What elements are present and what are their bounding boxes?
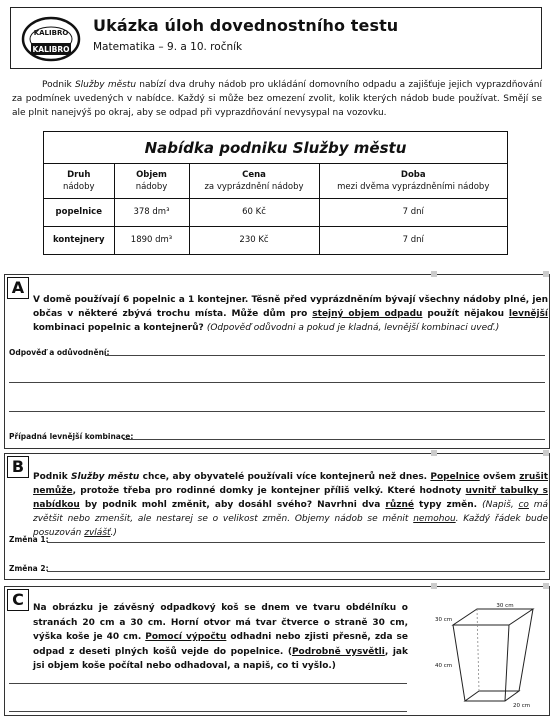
offer-header-row [44,164,507,198]
change2-label: Změna 2: [9,564,49,573]
intro-text-1: Podnik [42,80,75,90]
cell-volume: 1890 dm³ [114,226,189,254]
cell-volume: 378 dm³ [114,198,189,226]
corner-mark [431,450,437,456]
answer-line[interactable] [9,683,407,684]
task-c [4,586,550,716]
header-cell: Druh nádoby [44,164,114,198]
task-a-text: V domě používají 6 popelnic a 1 kontejner. Těsně před vyprázdněním bývají všechny nádoby plné, jen občas v některé zbývá trochu místa. Může dům pro stejný objem odpadu použít nějakou levnější kombinaci popelnic a kontejnerů? (Odpověď odůvodni a pokud je kladná, levnější kombinaci uveď.) [33,295,549,333]
cell-price: 230 Kč [189,226,319,254]
change1-label: Změna 1: [9,535,49,544]
header-cell: Objem nádoby [114,164,189,198]
intro-paragraph [12,78,542,120]
cell-period: 7 dní [319,226,507,254]
page-subtitle: Matematika – 9. a 10. ročník [93,41,243,53]
corner-mark [431,583,437,589]
logo-text-top: KALIBRO [33,29,69,37]
task-b [4,453,550,580]
cell-type: kontejnery [44,226,114,254]
task-letter-a: A [7,277,29,299]
header-cell: Cena za vyprázdnění nádoby [189,164,319,198]
dim-height-label: 40 cm [435,663,453,669]
corner-mark [431,271,437,277]
task-b-text: Podnik Služby městu chce, aby obyvatelé používali více kontejnerů než dnes. Popelnice ovšem zrušit nemůže, protože třeba pro rodinné domky je kontejner příliš velký. Které hodnoty uvnitř tabulky s nabídkou by podnik mohl změnit, aby dosáhl svého? Navrhni dva různé typy změn. (Napiš, co má zvětšit nebo zmenšit, ale nestarej se o velikost změn. Objemy nádob se měnit nemohou. Každý řádek bude posuzován zvlášť.) [33,472,549,538]
header-cell: Doba mezi dvěma vyprázdněními nádoby [319,164,507,198]
combo-label: Případná levnější kombinace: [9,432,134,441]
task-a [4,274,550,449]
page-title: Ukázka úloh dovednostního testu [93,16,399,35]
task-c-text: Na obrázku je závěsný odpadkový koš se dnem ve tvaru obdélníku o stranách 20 cm a 30 cm. Horní otvor má tvar čtverce o straně 30 cm, výška koše je 40 cm. Pomocí výpočtu odhadni nebo zjisti přesně, zda se odpad z deseti plných košů vejde do popelnice. (Podrobně vysvětli, jak jsi objem koše počítal nebo odhadoval, a napiš, co ti vyšlo.) [33,603,408,671]
combo-line[interactable] [123,439,545,440]
cell-period: 7 dní [319,198,507,226]
task-letter-b: B [7,456,29,478]
intro-company: Služby městu [74,80,137,90]
answer-line[interactable] [9,411,545,412]
answer-line[interactable] [9,382,545,383]
cell-price: 60 Kč [189,198,319,226]
intro-text-2: nabízí dva druhy nádob pro ukládání domovního odpadu a zajišťuje jejich vyprazdňování za podmínek uvedených v nabídce. Každý si může bez omezení zvolit, kolik kterých nádob bude používat. Smějí se ale plnit nanejvýš po okraj, aby se odpad při vyprazdňování nevysypal na vozovku. [12,80,542,118]
dim-bottom-label: 20 cm [513,703,531,709]
trash-bin-diagram [435,601,545,711]
kalibro-logo [21,15,81,63]
answer-label: Odpověď a odůvodnění: [9,348,110,357]
table-row [44,226,507,254]
answer-line[interactable] [105,355,545,356]
corner-mark [543,450,549,456]
answer-line[interactable] [9,711,407,712]
task-letter-c: C [7,589,29,611]
offer-table [43,131,508,255]
offer-title: Nabídka podniku Služby městu [44,132,507,164]
table-row [44,198,507,226]
dim-left-label: 30 cm [435,617,453,623]
cell-type: popelnice [44,198,114,226]
dim-top-label: 30 cm [496,603,514,609]
logo-text-bottom: KALIBRO [32,45,70,54]
corner-mark [543,271,549,277]
header [10,7,542,69]
corner-mark [543,583,549,589]
change1-line[interactable] [47,542,545,543]
change2-line[interactable] [47,571,545,572]
